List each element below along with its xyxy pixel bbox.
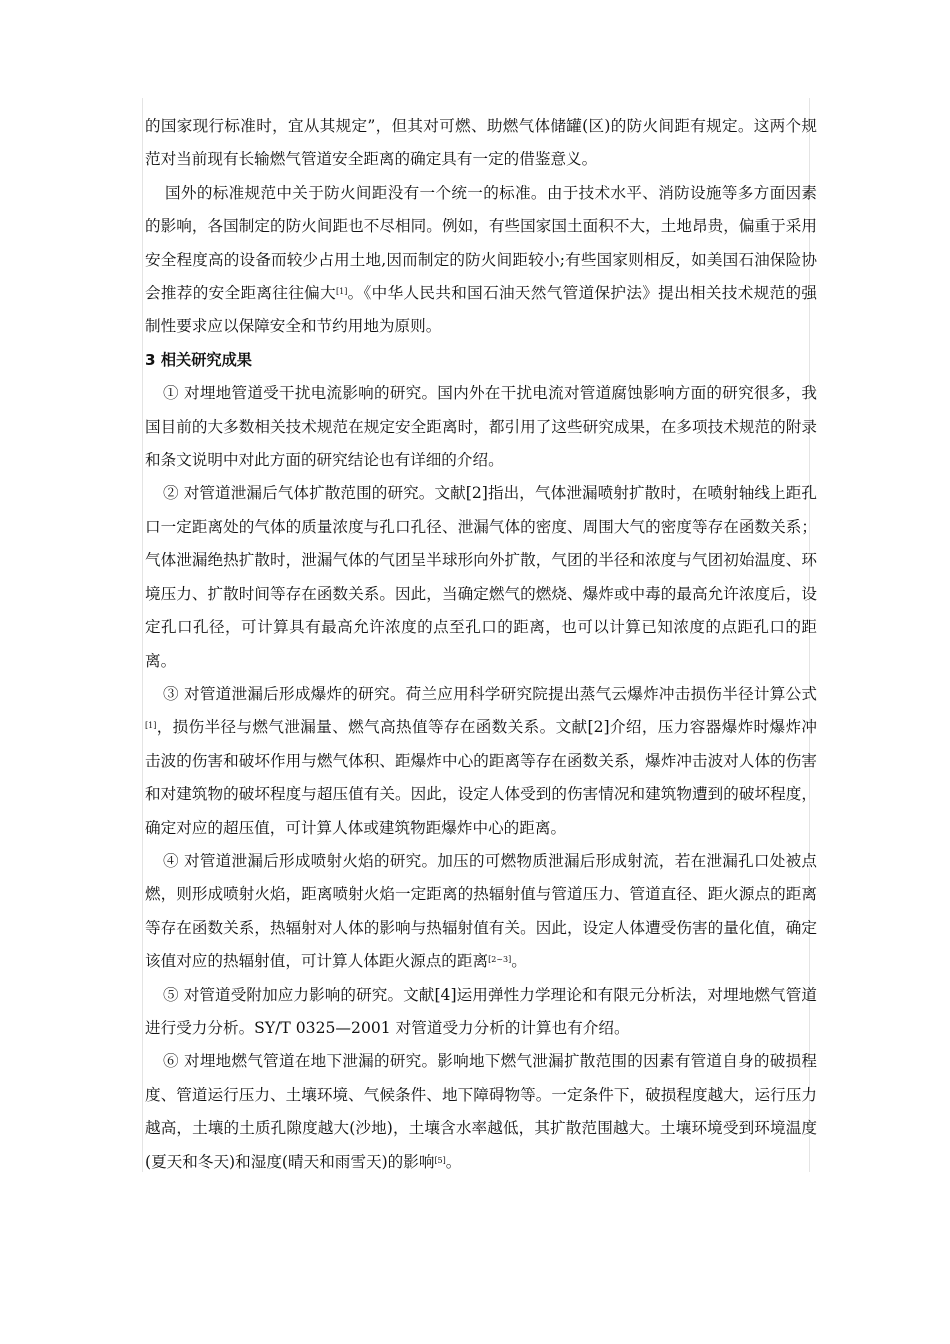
citation-mark: [2~3]	[488, 955, 512, 965]
section-heading	[145, 344, 817, 377]
document-body	[145, 110, 817, 1179]
text-run: 国外的标准规范中关于防火间距没有一个统一的标准。由于技术水平、消防设施等多方面因素的影响，各国制定的防火间距也不尽相同。例如，有些国家国土面积不大，土地昂贵，偏重于采用安全程度高的设备而较少占用土地,因而制定的防火间距较小;有些国家则相反，如美国石油保险协会推荐的安全距离往往偏大	[145, 183, 817, 303]
text-run: 。	[445, 1152, 462, 1171]
citation-mark: [1]	[335, 287, 348, 297]
text-run: ③ 对管道泄漏后形成爆炸的研究。荷兰应用科学研究院提出蒸气云爆炸冲击损伤半径计算公式	[163, 684, 817, 703]
text-run: ① 对埋地管道受干扰电流影响的研究。国内外在干扰电流对管道腐蚀影响方面的研究很多，我国目前的大多数相关技术规范在规定安全距离时，都引用了这些研究成果，在多项技术规范的附录和条文说明中对此方面的研究结论也有详细的介绍。	[145, 384, 817, 470]
citation-mark: [5]	[434, 1155, 446, 1165]
research-item-paragraph	[145, 678, 817, 845]
text-run: 的国家现行标准时，宜从其规定”，但其对可燃、助燃气体储罐(区)的防火间距有规定。这两个规范对当前现有长输燃气管道安全距离的确定具有一定的借鉴意义。	[145, 117, 817, 169]
research-item-paragraph	[145, 1045, 817, 1179]
body-paragraph	[145, 177, 817, 344]
text-run: ② 对管道泄漏后气体扩散范围的研究。文献[2]指出，气体泄漏喷射扩散时，在喷射轴线上距孔口一定距离处的气体的质量浓度与孔口孔径、泄漏气体的密度、周围大气的密度等存在函数关系；气体泄漏绝热扩散时，泄漏气体的气团呈半球形向外扩散，气团的半径和浓度与气团初始温度、环境压力、扩散时间等存在函数关系。因此，当确定燃气的燃烧、爆炸或中毒的最高允许浓度后，设定孔口孔径，可计算具有最高允许浓度的点至孔口的距离，也可以计算已知浓度的点距孔口的距离。	[145, 484, 817, 670]
text-run: 。	[511, 952, 527, 971]
research-item-paragraph	[145, 377, 817, 477]
research-item-paragraph	[145, 845, 817, 979]
text-run: ④ 对管道泄漏后形成喷射火焰的研究。加压的可燃物质泄漏后形成射流，若在泄漏孔口处被点燃，则形成喷射火焰，距离喷射火焰一定距离的热辐射值与管道压力、管道直径、距火源点的距离等存在函数关系，热辐射对人体的影响与热辐射值有关。因此，设定人体遭受伤害的量化值，确定该值对应的热辐射值，可计算人体距火源点的距离	[145, 851, 817, 971]
citation-mark: [1]	[145, 721, 157, 731]
text-run: 。《中华人民共和国石油天然气管道保护法》提出相关技术规范的强制性要求应以保障安全和节约用地为原则。	[145, 284, 817, 336]
research-item-paragraph	[145, 477, 817, 677]
text-run: ，损伤半径与燃气泄漏量、燃气高热值等存在函数关系。文献[2]介绍，压力容器爆炸时爆炸冲击波的伤害和破坏作用与燃气体积、距爆炸中心的距离等存在函数关系，爆炸冲击波对人体的伤害和对建筑物的破坏程度与超压值有关。因此，设定人体受到的伤害情况和建筑物遭到的破坏程度，确定对应的超压值，可计算人体或建筑物距爆炸中心的距离。	[145, 718, 817, 837]
body-paragraph	[145, 110, 817, 177]
research-item-paragraph	[145, 979, 817, 1046]
text-run: 3 相关研究成果	[145, 350, 252, 369]
text-run: ⑤ 对管道受附加应力影响的研究。文献[4]运用弹性力学理论和有限元分析法，对埋地燃气管道进行受力分析。SY/T 0325—2001 对管道受力分析的计算也有介绍。	[145, 985, 817, 1037]
text-run: ⑥ 对埋地燃气管道在地下泄漏的研究。影响地下燃气泄漏扩散范围的因素有管道自身的破损程度、管道运行压力、土壤环境、气候条件、地下障碍物等。一定条件下，破损程度越大，运行压力越高，土壤的土质孔隙度越大(沙地)，土壤含水率越低，其扩散范围越大。土壤环境受到环境温度(夏天和冬天)和湿度(晴天和雨雪天)的影响	[145, 1052, 817, 1171]
